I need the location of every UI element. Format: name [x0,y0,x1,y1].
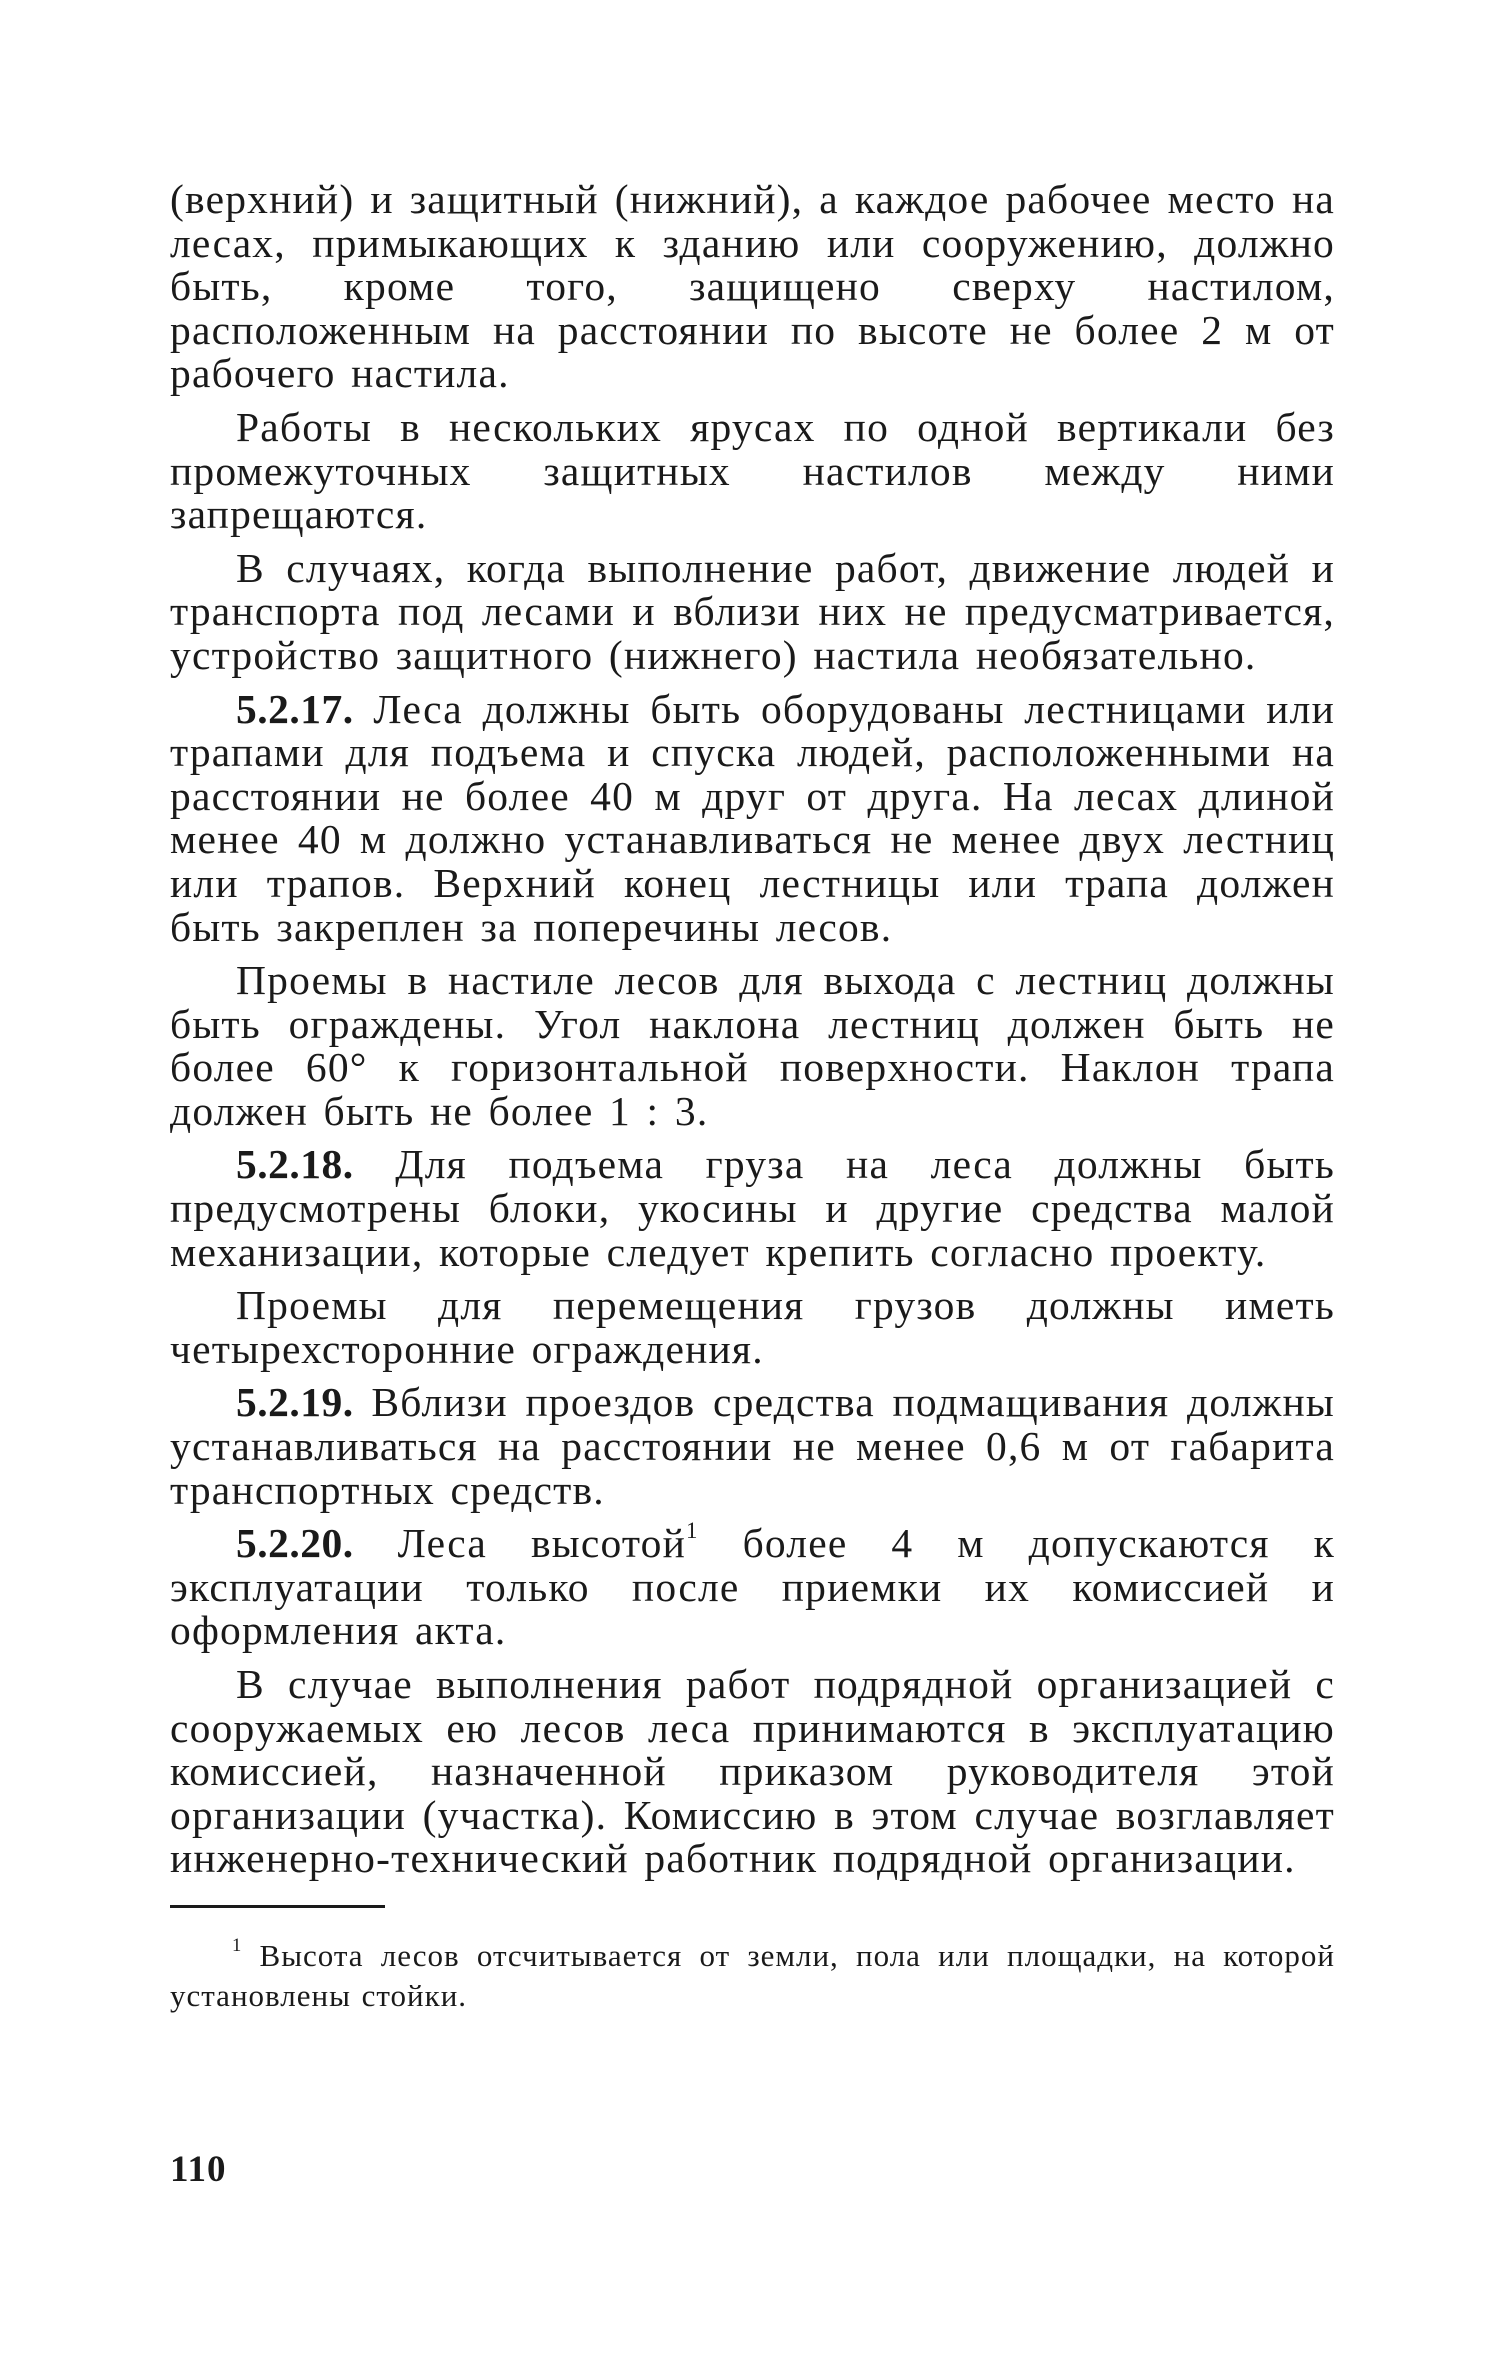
clause-5-2-17 [170,685,1336,950]
paragraph-text: В случае выполнения работ подрядной организацией с сооружаемых ею лесов леса принимаются в эксплуатацию комиссией, назначенной приказом руководителя этой организации (участка). Комиссию в этом случае возглавляет инженерно-технический работник подрядной организации. [170,1661,1335,1882]
clause-5-2-20 [170,1517,1335,1654]
paragraph-cargo-openings [170,1284,1335,1371]
clause-number: 5.2.20. [236,1520,354,1567]
page-body [170,178,1335,2016]
paragraph-tier-work [170,403,1335,538]
footnote [170,1936,1335,2016]
paragraph-lower-decking-optional [170,544,1335,678]
paragraph-text: Для подъема груза на леса должны быть предусмотрены блоки, укосины и другие средства малой механизации, которые следует крепить согласно проекту. [170,1141,1335,1275]
clause-number: 5.2.18. [236,1141,354,1188]
paragraph-text: Вблизи проездов средства подмащивания должны устанавливаться на расстоянии не менее 0,6 м от габарита транспортных средств. [170,1379,1336,1513]
footnote-mark: 1 [232,1934,243,1956]
paragraph-ladder-openings [170,959,1335,1133]
footnote-divider [170,1905,385,1908]
paragraph-text: Леса должны быть оборудованы лестницами или трапами для подъема и спуска людей, расположенными на расстоянии не более 40 м друг от друга. На лесах длиной менее 40 м должно устанавливаться не менее двух лестниц или трапов. Верхний конец лестницы или трапа должен быть закреплен за поперечины лесов. [170,685,1336,950]
clause-number: 5.2.17. [236,685,354,732]
paragraph-text: (верхний) и защитный (нижний), а каждое рабочее место на лесах, примыкающих к зданию или сооружению, должно быть, кроме того, защищено сверху настилом, расположенным на расстоянии по высоте не более 2 м от рабочего настила. [170,176,1335,397]
clause-5-2-18 [170,1143,1335,1274]
paragraph-protective-decking [170,178,1335,396]
paragraph-text: Проемы в настиле лесов для выхода с лестниц должны быть ограждены. Угол наклона лестниц должен быть не более 60° к горизонтальной поверхности. Наклон трапа должен быть не более 1 : 3. [170,957,1335,1134]
page-number: 110 [170,2149,227,2190]
footnote-reference: 1 [686,1517,699,1543]
paragraph-text-before: Леса высотой [397,1520,687,1567]
paragraph-contractor-acceptance [170,1663,1335,1881]
paragraph-text: В случаях, когда выполнение работ, движение людей и транспорта под лесами и вблизи них не предусматривается, устройство защитного (нижнего) настила необязательно. [170,544,1335,678]
clause-5-2-19 [170,1381,1335,1512]
paragraph-text: Проемы для перемещения грузов должны иметь четырехсторонние ограждения. [170,1282,1335,1372]
footnote-text: Высота лесов отсчитывается от земли, пола или площадки, на которой установлены стойки. [170,1937,1335,2013]
clause-number: 5.2.19. [236,1379,354,1426]
paragraph-text-after: более 4 м допускаются к эксплуатации только после приемки их комиссией и оформления акта. [170,1520,1335,1654]
paragraph-text: Работы в нескольких ярусах по одной вертикали без промежуточных защитных настилов между ними запрещаются. [170,403,1335,538]
